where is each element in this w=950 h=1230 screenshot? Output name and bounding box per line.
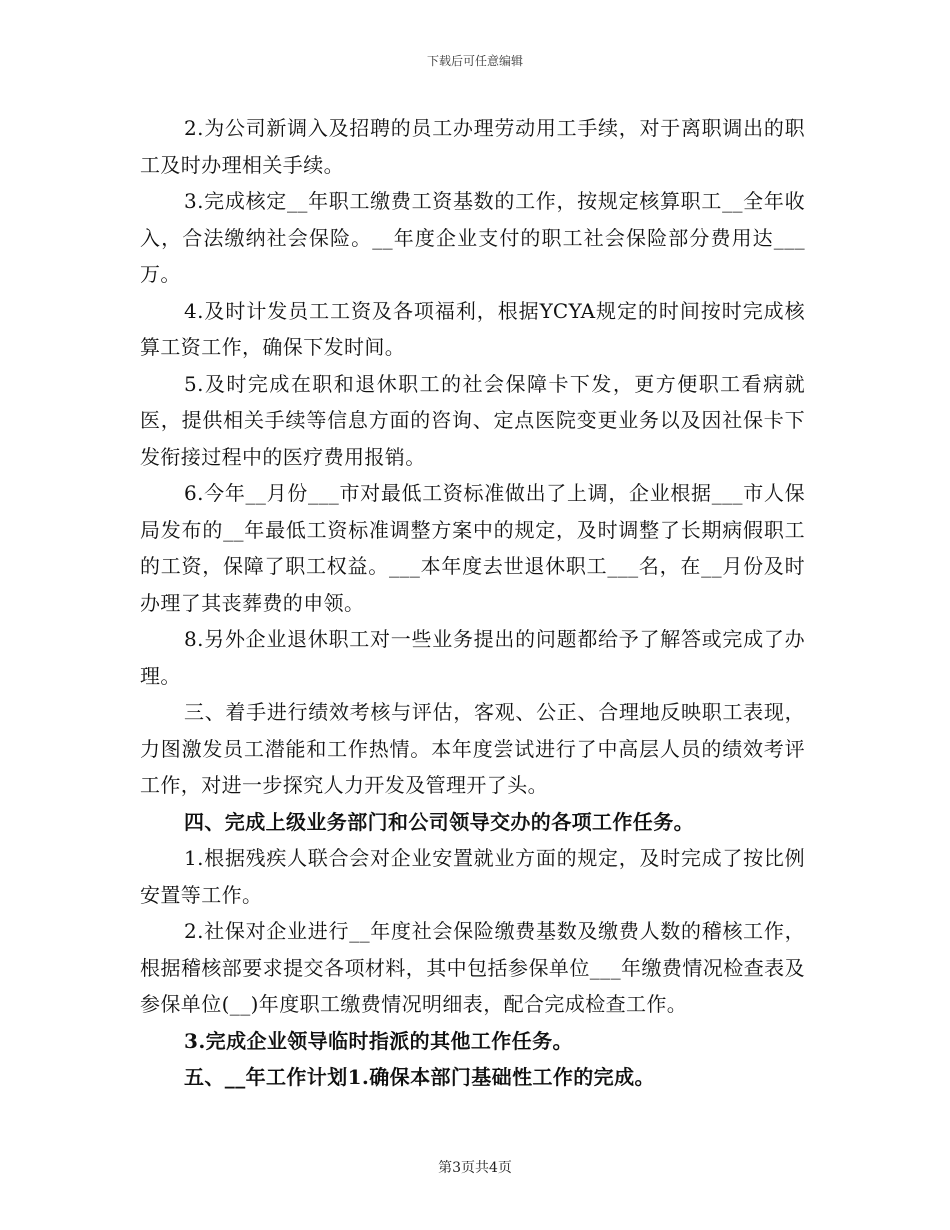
paragraph-5: 6.今年__月份___市对最低工资标准做出了上调，企业根据___市人保局发布的__年最低工资标准调整方案中的规定，及时调整了长期病假职工的工资，保障了职工权益。___本年度去世退休职工___名，在__月份及时办理了其丧葬费的申领。 [140, 481, 805, 615]
paragraph-9: 1.根据残疾人联合会对企业安置就业方面的规定，及时完成了按比例安置等工作。 [140, 846, 805, 907]
paragraph-6: 8.另外企业退休职工对一些业务提出的问题都给予了解答或完成了办理。 [140, 627, 805, 688]
document-body [140, 110, 805, 1096]
paragraph-10: 2.社保对企业进行__年度社会保险缴费基数及缴费人数的稽核工作，根据稽核部要求提交各项材料，其中包括参保单位___年缴费情况检查表及参保单位(__)年度职工缴费情况明细表，配合完成检查工作。 [140, 919, 805, 1016]
paragraph-2: 3.完成核定__年职工缴费工资基数的工作，按规定核算职工__全年收入，合法缴纳社会保险。__年度企业支付的职工社会保险部分费用达___万。 [140, 189, 805, 286]
page-footer: 第3页共4页 [438, 1160, 512, 1176]
bold-item-3: 3.完成企业领导临时指派的其他工作任务。 [184, 1028, 573, 1053]
section-heading-4: 四、完成上级业务部门和公司领导交办的各项工作任务。 [184, 809, 694, 834]
section-heading-5: 五、__年工作计划1.确保本部门基础性工作的完成。 [184, 1065, 655, 1089]
paragraph-1: 2.为公司新调入及招聘的员工办理劳动用工手续，对于离职调出的职工及时办理相关手续。 [140, 116, 805, 177]
paragraph-4: 5.及时完成在职和退休职工的社会保障卡下发，更方便职工看病就医，提供相关手续等信息方面的咨询、定点医院变更业务以及因社保卡下发衔接过程中的医疗费用报销。 [140, 371, 805, 469]
paragraph-3: 4.及时计发员工工资及各项福利，根据YCYA规定的时间按时完成核算工资工作，确保下发时间。 [140, 298, 805, 359]
paragraph-7: 三、着手进行绩效考核与评估，客观、公正、合理地反映职工表现，力图激发员工潜能和工作热情。本年度尝试进行了中高层人员的绩效考评工作，对进一步探究人力开发及管理开了头。 [140, 700, 805, 797]
page-header: 下载后可任意编辑 [426, 54, 523, 68]
